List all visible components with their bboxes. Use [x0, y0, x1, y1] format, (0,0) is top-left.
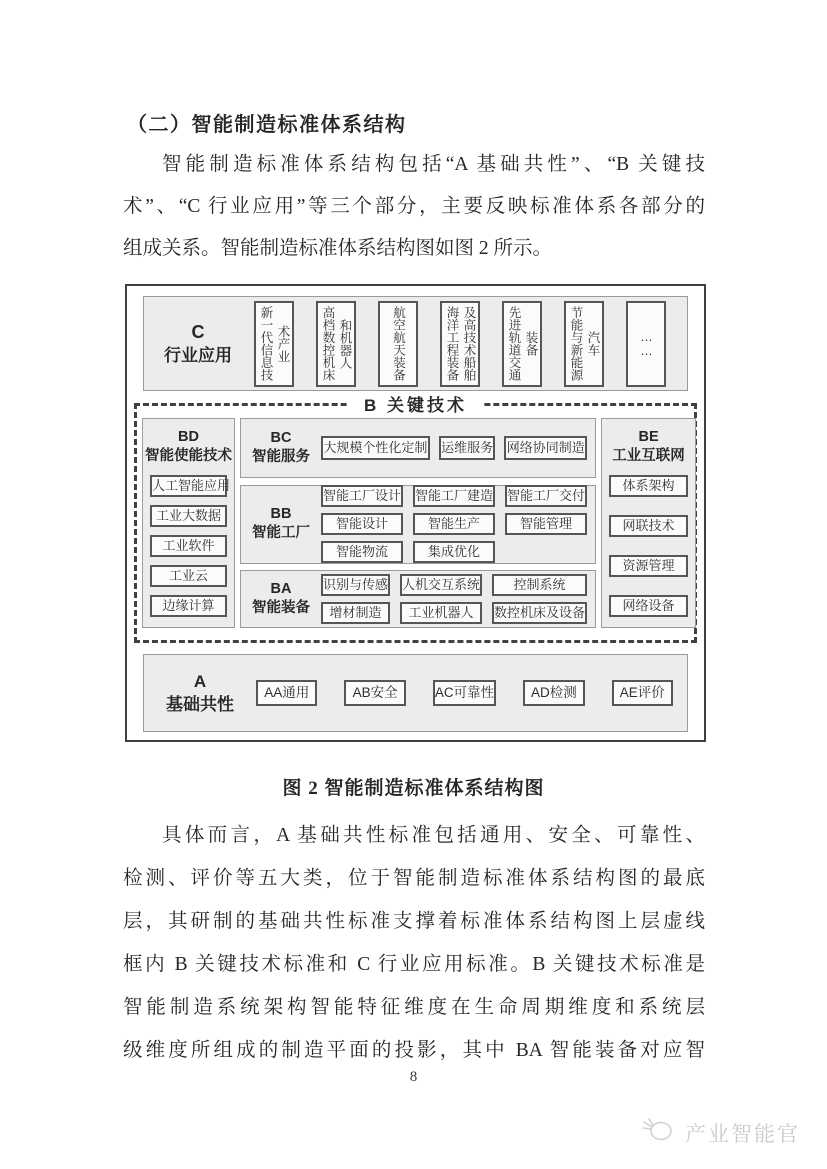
standard-box: 资源管理 [609, 555, 688, 577]
standard-box: 边缘计算 [150, 595, 227, 617]
standard-box: 工业云 [150, 565, 227, 587]
brand-watermark [640, 1115, 800, 1151]
bd-items [143, 466, 234, 627]
bd-name: 智能使能技术 [145, 448, 232, 464]
industry-box [316, 301, 356, 387]
standard-box: 智能工厂设计 [321, 485, 403, 507]
ba-name: 智能装备 [252, 600, 310, 616]
bb-code: BB [270, 506, 292, 522]
c-section-name: 行业应用 [164, 345, 232, 365]
bc-items [321, 436, 595, 460]
c-section-code: C [191, 321, 205, 342]
standards-system-diagram [125, 284, 706, 742]
standard-box: 智能设计 [321, 513, 403, 535]
a-section-label [144, 670, 256, 716]
standard-box: 智能生产 [413, 513, 495, 535]
bb-items [321, 485, 595, 563]
bd-code: BD [178, 429, 199, 445]
paragraph-line: 检测、评价等五大类，位于智能制造标准体系结构图的最底 [123, 868, 705, 889]
b-section-body [142, 418, 686, 628]
industry-box-label: 航空航天装备 [391, 306, 406, 381]
c-industry-boxes [252, 301, 687, 387]
industry-box-label: 海洋工程装备及高技术船舶 [445, 306, 476, 381]
standard-box: 智能工厂建造 [413, 485, 495, 507]
industry-box [254, 301, 294, 387]
standard-box: 控制系统 [492, 574, 587, 596]
ba-items [321, 574, 595, 624]
industry-box [564, 301, 604, 387]
standard-box: 集成优化 [413, 541, 495, 563]
standard-box: 智能工厂交付 [505, 485, 587, 507]
b-center-column [240, 418, 596, 628]
bb-name: 智能工厂 [252, 525, 310, 541]
ba-panel-label [241, 580, 321, 618]
industry-box [502, 301, 542, 387]
industry-box-label: 节能与新能源汽车 [569, 306, 600, 381]
brand-logo-icon [640, 1115, 678, 1151]
be-industrial-internet-panel [601, 418, 696, 628]
be-code: BE [638, 429, 659, 445]
standard-box: AB安全 [344, 680, 405, 706]
bd-enabling-technology-panel [142, 418, 235, 628]
ba-code: BA [270, 581, 292, 597]
c-industry-application-section [143, 296, 688, 391]
a-items [256, 680, 687, 706]
c-section-label [144, 320, 252, 368]
industry-box [378, 301, 418, 387]
standard-box: 工业大数据 [150, 505, 227, 527]
standard-box: 大规模个性化定制 [321, 436, 430, 460]
paragraph-line: 级维度所组成的制造平面的投影，其中 BA 智能装备对应智 [123, 1040, 705, 1061]
bb-smart-factory-panel [240, 485, 596, 564]
standard-box: 人机交互系统 [400, 574, 482, 596]
standard-box: AC可靠性 [433, 680, 496, 706]
standard-box: AE评价 [612, 680, 673, 706]
standard-box: AA通用 [256, 680, 317, 706]
bc-name: 智能服务 [252, 449, 310, 465]
industry-box-ellipsis [626, 301, 666, 387]
industry-box [440, 301, 480, 387]
a-foundation-section [143, 654, 688, 732]
bb-panel-label [241, 505, 321, 543]
paragraph-line: 智能制造标准体系结构包括“A 基础共性”、“B 关键技 [162, 154, 705, 175]
page-number: 8 [409, 1069, 418, 1085]
standard-box: 数控机床及设备 [492, 602, 587, 624]
standard-box: 网联技术 [609, 515, 688, 537]
standard-box: 识别与传感 [321, 574, 390, 596]
industry-box-label: 新一代信息技术产业 [259, 306, 290, 381]
paragraph-line: 框内 B 关键技术标准和 C 行业应用标准。B 关键技术标准是 [123, 954, 705, 975]
b-section-label: B 关键技术 [348, 391, 483, 416]
paragraph-line: 层，其研制的基础共性标准支撑着标准体系结构图上层虚线 [123, 911, 705, 932]
brand-name: 产业智能官 [685, 1123, 800, 1146]
bc-code: BC [270, 430, 292, 446]
standard-box: 运维服务 [439, 436, 496, 460]
standard-box: 人工智能应用 [150, 475, 227, 497]
figure-caption: 图 2 智能制造标准体系结构图 [282, 778, 545, 799]
industry-box-label: 高档数控机床和机器人 [321, 306, 352, 381]
a-name: 基础共性 [166, 695, 234, 714]
paragraph-line: 组成关系。智能制造标准体系结构图如图 2 所示。 [123, 238, 553, 259]
industry-box-label: 先进轨道交通装备 [507, 306, 538, 381]
a-code: A [193, 672, 207, 691]
paragraph-1 [123, 144, 705, 270]
standard-box: AD检测 [523, 680, 584, 706]
standard-box: 智能物流 [321, 541, 403, 563]
bd-panel-label [143, 419, 234, 466]
paragraph-2 [123, 814, 705, 1072]
be-name: 工业互联网 [612, 448, 685, 464]
bc-panel-label [241, 429, 321, 467]
standard-box: 体系架构 [609, 475, 688, 497]
be-items [602, 466, 695, 627]
paragraph-line: 智能制造系统架构智能特征维度在生命周期维度和系统层 [123, 997, 705, 1018]
bc-smart-service-panel [240, 418, 596, 478]
be-panel-label [602, 419, 695, 466]
ba-smart-equipment-panel [240, 570, 596, 628]
section-heading: （二）智能制造标准体系结构 [127, 114, 407, 136]
industry-box-label: …… [639, 329, 654, 358]
standard-box: 增材制造 [321, 602, 390, 624]
standard-box: 智能管理 [505, 513, 587, 535]
paragraph-line: 术”、“C 行业应用”等三个部分，主要反映标准体系各部分的 [123, 196, 705, 217]
standard-box: 网络协同制造 [504, 436, 587, 460]
standard-box: 工业软件 [150, 535, 227, 557]
standard-box: 工业机器人 [400, 602, 482, 624]
paragraph-line: 具体而言，A 基础共性标准包括通用、安全、可靠性、 [162, 825, 705, 846]
standard-box: 网络设备 [609, 595, 688, 617]
b-key-technology-section [134, 396, 697, 643]
